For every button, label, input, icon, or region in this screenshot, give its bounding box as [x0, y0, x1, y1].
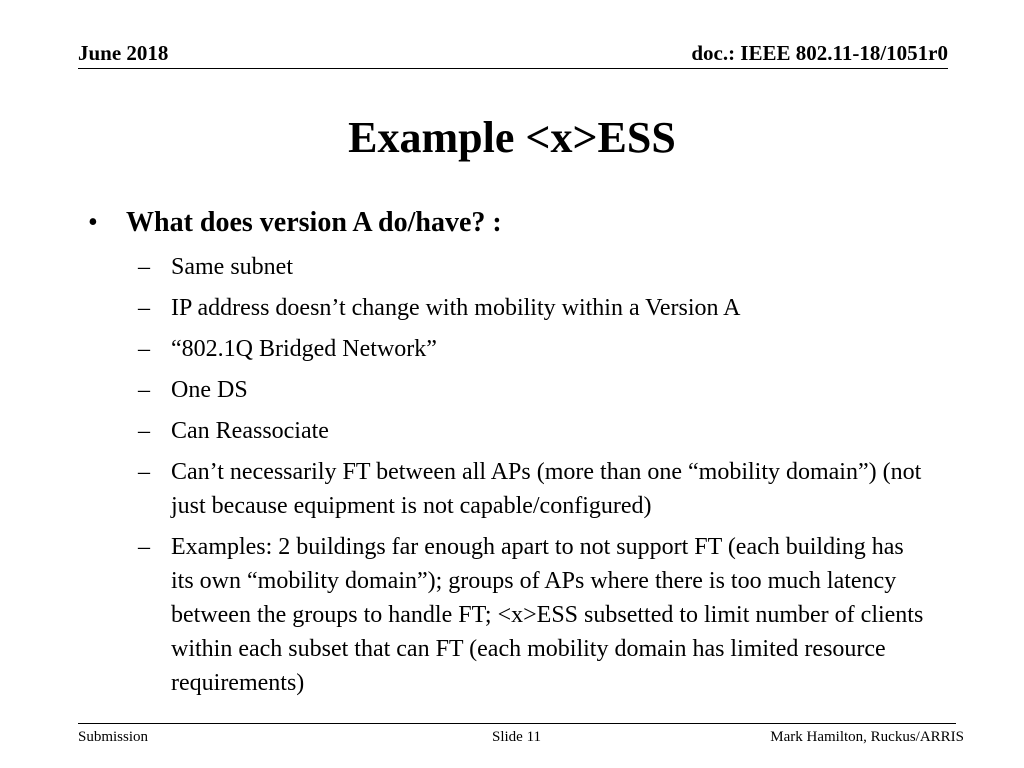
sub-bullet-text: IP address doesn’t change with mobility within a Version A: [171, 295, 741, 321]
footer-rule: [78, 723, 956, 724]
sub-bullet-item: [88, 250, 928, 284]
main-bullet: [88, 204, 928, 242]
sub-bullet-text: Can’t necessarily FT between all APs (more than one “mobility domain”) (not just because equipment is not capable/configured): [171, 459, 922, 519]
slide-title: Example <x>ESS: [348, 113, 676, 162]
bullet-marker: •: [88, 207, 98, 238]
sub-bullet-text: One DS: [171, 377, 248, 403]
sub-bullet-text: Same subnet: [171, 254, 293, 280]
sub-bullet-item: [88, 455, 928, 523]
sub-bullet-text: “802.1Q Bridged Network”: [171, 336, 437, 362]
dash-marker: –: [138, 336, 150, 362]
dash-marker: –: [138, 459, 150, 485]
sub-bullet-list: [88, 250, 928, 700]
header-doc-id: doc.: IEEE 802.11-18/1051r0: [691, 41, 948, 65]
dash-marker: –: [138, 254, 150, 280]
footer-slide-number: Slide 11: [492, 729, 542, 745]
main-bullet-text: What does version A do/have? :: [126, 207, 502, 238]
footer-submission: Submission: [78, 729, 149, 745]
sub-bullet-item: [88, 530, 928, 700]
sub-bullet-item: [88, 291, 928, 325]
footer-author: Mark Hamilton, Ruckus/ARRIS: [770, 729, 964, 745]
dash-marker: –: [138, 418, 150, 444]
dash-marker: –: [138, 377, 150, 403]
dash-marker: –: [138, 295, 150, 321]
sub-bullet-text: Examples: 2 buildings far enough apart to not support FT (each building has its own “mobility domain”); groups of APs where there is too much latency between the groups to handle FT; <x>ESS subsetted to limit number of clients within each subset that can FT (each mobility domain has limited resource requirements): [171, 534, 924, 696]
sub-bullet-text: Can Reassociate: [171, 418, 329, 444]
header-rule: [78, 68, 948, 69]
slide-body: [88, 204, 928, 707]
sub-bullet-item: [88, 373, 928, 407]
sub-bullet-item: [88, 414, 928, 448]
header-date: June 2018: [78, 41, 169, 65]
sub-bullet-item: [88, 332, 928, 366]
dash-marker: –: [138, 534, 150, 560]
